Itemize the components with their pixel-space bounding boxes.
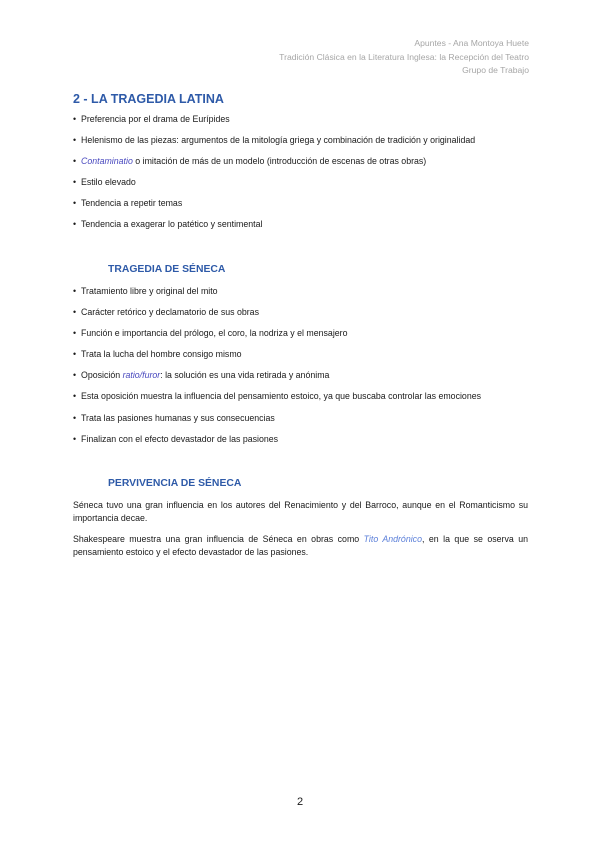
section-tragedia-seneca xyxy=(73,264,528,454)
tito-andronico-title: Tito Andrónico xyxy=(363,534,422,545)
list-item: • Oposición ratio/furor: la solución es una vida retirada y anónima xyxy=(73,370,330,381)
header-course: Tradición Clásica en la Literatura Inglesa: la Recepción del Teatro xyxy=(279,51,529,62)
section-tragedia-latina xyxy=(73,92,528,230)
bullet-icon: • xyxy=(73,286,77,296)
bullet-icon: • xyxy=(73,307,77,318)
bullet-icon: • xyxy=(73,328,77,339)
list-item: • Trata las pasiones humanas y sus consecuencias xyxy=(73,412,275,423)
list-item: • Estilo elevado xyxy=(73,177,136,188)
paragraph-renacimiento: Séneca tuvo una gran influencia en los autores del Renacimiento y del Barroco, aunque en el Romanticismo su importancia decae. xyxy=(73,500,528,523)
list-item: • Función e importancia del prólogo, el coro, la nodriza y el mensajero xyxy=(73,328,348,339)
section-title-pervivencia-seneca: PERVIVENCIA DE SÉNECA xyxy=(108,478,242,489)
list-item: • Finalizan con el efecto devastador de las pasiones xyxy=(73,433,279,444)
page-header xyxy=(279,37,529,78)
list-item: • Contaminatio o imitación de más de un modelo (introducción de escenas de otras obras) xyxy=(73,156,427,167)
contaminatio-term: Contaminatio xyxy=(81,156,133,167)
tragedia-latina-list xyxy=(73,113,528,230)
bullet-icon: • xyxy=(73,391,77,402)
list-item: • Tratamiento libre y original del mito xyxy=(73,286,218,296)
bullet-icon: • xyxy=(73,114,77,124)
list-item: • Preferencia por el drama de Eurípides xyxy=(73,114,230,124)
section-pervivencia-seneca xyxy=(73,478,528,567)
tragedia-seneca-list xyxy=(73,285,528,445)
paragraph-shakespeare: Shakespeare muestra una gran influencia de Séneca en obras como Tito Andrónico, en la que se oserva un pensamiento estoico y el efecto devastador de las pasiones. xyxy=(73,534,528,557)
bullet-icon: • xyxy=(73,433,77,444)
bullet-icon: • xyxy=(73,370,77,381)
list-item: • Helenismo de las piezas: argumentos de la mitología griega y combinación de tradición y originalidad xyxy=(73,135,476,146)
list-item: • Tendencia a repetir temas xyxy=(73,198,183,209)
list-item: • Esta oposición muestra la influencia del pensamiento estoico, ya que buscaba controlar las emociones xyxy=(73,391,482,402)
bullet-icon: • xyxy=(73,177,77,188)
section-title-tragedia-latina: 2 - LA TRAGEDIA LATINA xyxy=(73,92,224,106)
header-group: Grupo de Trabajo xyxy=(462,65,529,75)
list-item: • Tendencia a exagerar lo patético y sentimental xyxy=(73,219,263,230)
bullet-icon: • xyxy=(73,412,77,423)
bullet-icon: • xyxy=(73,349,77,360)
list-item: • Trata la lucha del hombre consigo mismo xyxy=(73,349,242,360)
ratio-furor-term: ratio/furor xyxy=(122,370,161,381)
bullet-icon: • xyxy=(73,135,77,146)
list-item: • Carácter retórico y declamatorio de sus obras xyxy=(73,307,259,318)
document-body xyxy=(73,92,528,557)
bullet-icon: • xyxy=(73,219,77,230)
section-title-tragedia-seneca: TRAGEDIA DE SÉNECA xyxy=(108,264,226,275)
header-author: Apuntes - Ana Montoya Huete xyxy=(414,38,529,48)
bullet-icon: • xyxy=(73,198,77,209)
page-number: 2 xyxy=(296,796,304,808)
bullet-icon: • xyxy=(73,156,77,167)
